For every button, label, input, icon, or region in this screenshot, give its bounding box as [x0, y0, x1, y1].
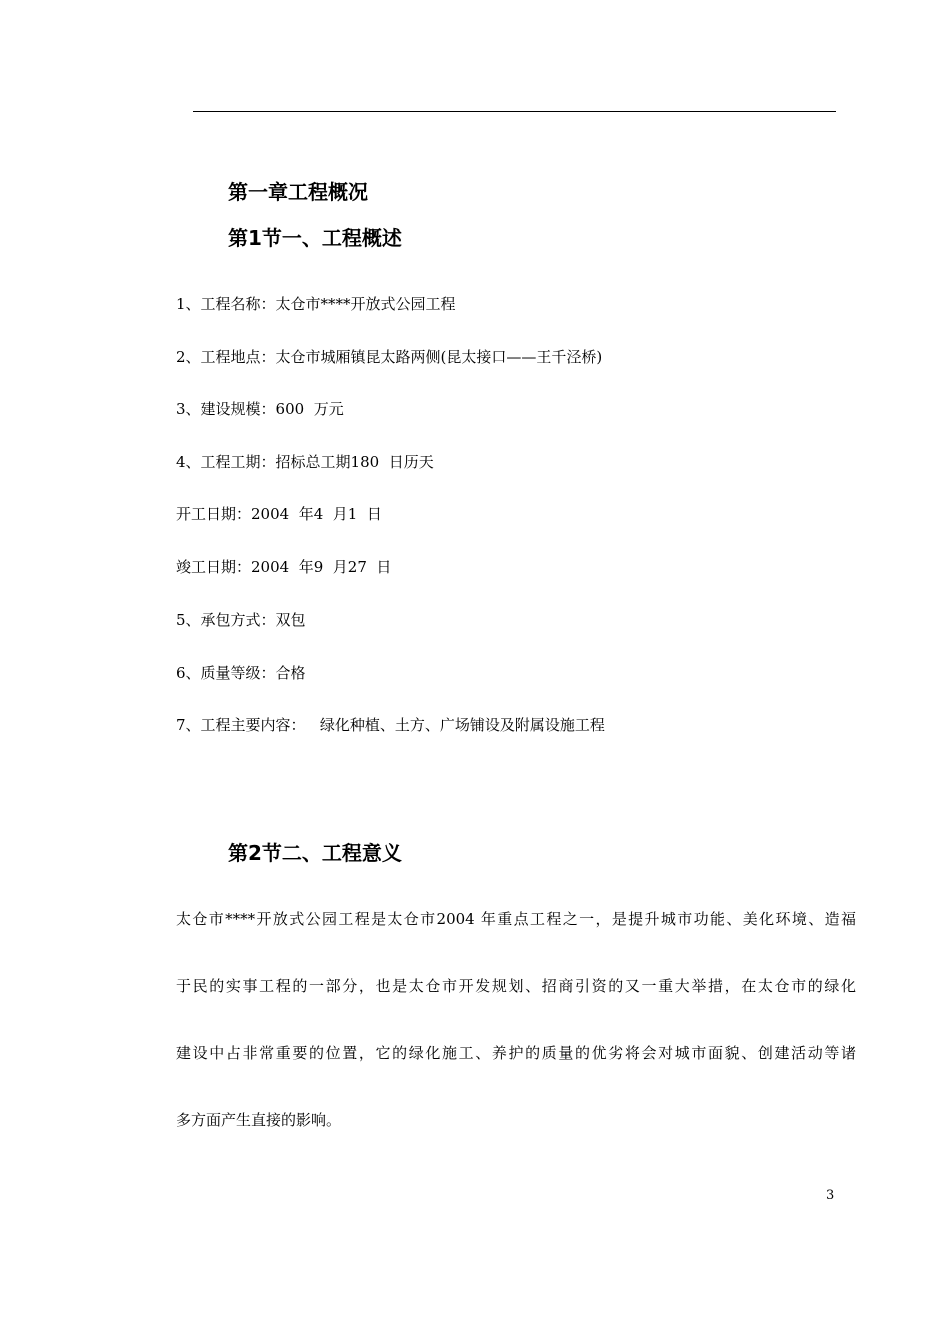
- completion-date-line: 竣工日期：2004 年9 月27 日: [176, 558, 392, 576]
- significance-paragraph-line: 多方面产生直接的影响。: [176, 1111, 342, 1129]
- header-rule: [193, 111, 836, 112]
- project-scale-line: 3、建设规模：600 万元: [176, 400, 344, 418]
- main-content-line: 7、工程主要内容： 绿化种植、土方、广场铺设及附属设施工程: [176, 716, 605, 734]
- quality-grade-line: 6、质量等级：合格: [176, 664, 306, 682]
- page-number: 3: [826, 1188, 835, 1203]
- contract-type-line: 5、承包方式：双包: [176, 611, 306, 629]
- section-1-title: 第1节一、工程概述: [228, 226, 402, 250]
- project-name-line: 1、工程名称：太仓市****开放式公园工程: [176, 295, 456, 313]
- project-location-line: 2、工程地点：太仓市城厢镇昆太路两侧(昆太接口——王千泾桥): [176, 348, 603, 366]
- start-date-line: 开工日期：2004 年4 月1 日: [176, 505, 382, 523]
- significance-paragraph-line: 建设中占非常重要的位置，它的绿化施工、养护的质量的优劣将会对城市面貌、创建活动等诸: [176, 1044, 856, 1062]
- chapter-title: 第一章工程概况: [228, 180, 368, 204]
- section-2-title: 第2节二、工程意义: [228, 841, 402, 865]
- significance-paragraph-line: 太仓市****开放式公园工程是太仓市2004 年重点工程之一，是提升城市功能、美化环境、造福: [176, 910, 856, 928]
- significance-paragraph-line: 于民的实事工程的一部分，也是太仓市开发规划、招商引资的又一重大举措，在太仓市的绿化: [176, 977, 856, 995]
- project-duration-line: 4、工程工期：招标总工期180 日历天: [176, 453, 434, 471]
